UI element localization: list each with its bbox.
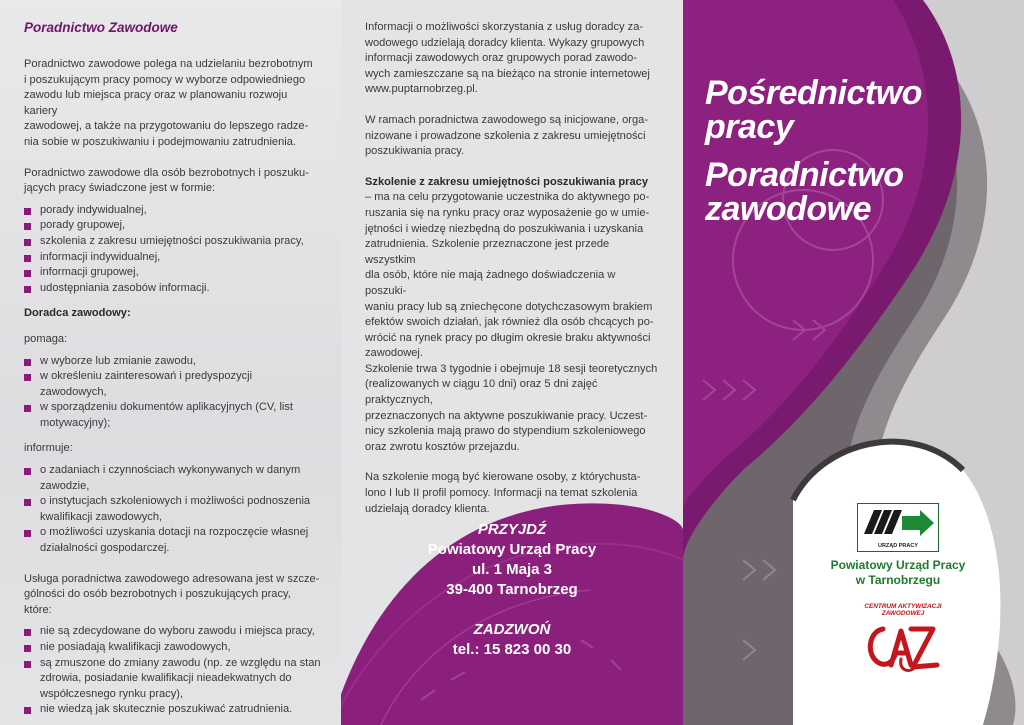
eligibility-line: udzielają doradcy klienta. xyxy=(365,502,490,515)
training-intro-paragraph xyxy=(365,113,659,160)
street-address: ul. 1 Maja 3 xyxy=(471,561,553,578)
helps-list xyxy=(24,354,321,432)
middle-panel xyxy=(341,0,683,725)
contact-block xyxy=(341,520,683,660)
training-desc-line: jętności i wiedzę niezbędną do poszukiwania i uzyskania xyxy=(365,222,644,235)
forms-intro-paragraph xyxy=(24,166,321,197)
intro-line: Poradnictwo zawodowe polega na udzielaniu bezrobotnym xyxy=(24,58,313,70)
left-panel xyxy=(0,0,341,725)
forms-intro-line: jących pracy świadczone jest w formie: xyxy=(24,182,216,195)
form-item: informacji grupowej, xyxy=(24,265,321,281)
help-item: w sporządzeniu dokumentów aplikacyjnych (CV, list motywacyjny); xyxy=(24,400,321,431)
forms-list xyxy=(24,203,321,297)
caz-logo-icon xyxy=(861,615,941,677)
intro-line: zawodowej, a także na przygotowaniu do lepszego radze- xyxy=(24,120,309,133)
title-line-2a: Poradnictwo xyxy=(705,156,904,194)
informs-label: informuje: xyxy=(24,442,73,455)
caz-label: CENTRUM AKTYWIZACJI ZAWODOWEJ xyxy=(864,603,942,617)
office-name: Powiatowy Urząd Pracy xyxy=(427,541,597,558)
addressed-item: nie posiadają kwalifikacji zawodowych, xyxy=(24,640,321,656)
training-heading: Szkolenie z zakresu umiejętności poszukiwania pracy xyxy=(365,175,648,188)
office-logo xyxy=(857,503,939,552)
training-desc-line: efektów swoich działań, jak również dla osób chcących po- xyxy=(365,316,654,329)
intro-line: zawodu lub miejsca pracy oraz w planowaniu rozwoju kariery xyxy=(24,89,288,117)
cover-title xyxy=(705,76,922,226)
office-line-2: w Tarnobrzegu xyxy=(855,573,941,587)
addressed-list xyxy=(24,624,321,718)
form-item: szkolenia z zakresu umiejętności poszukiwania pracy, xyxy=(24,234,321,250)
eligibility-paragraph xyxy=(365,470,659,517)
intro-paragraph xyxy=(24,57,321,151)
training-desc-line: ruszania się na rynku pracy oraz wyposażenie go w umie- xyxy=(365,206,650,219)
informs-list xyxy=(24,463,321,557)
training-intro-line: poszukiwania pracy. xyxy=(365,145,465,158)
info-line: informacji zawodowych oraz grupowych porad zawodo- xyxy=(365,52,637,65)
info-line: wodowego udzielają doradcy klienta. Wykazy grupowych xyxy=(365,36,645,49)
forms-intro-line: Poradnictwo zawodowe dla osób bezrobotnych i poszuku- xyxy=(24,166,309,179)
title-line-2b: zawodowe xyxy=(705,190,872,228)
training-intro-line: W ramach poradnictwa zawodowego są inicjowane, orga- xyxy=(365,113,649,126)
addressed-item: nie są zdecydowane do wyboru zawodu i miejsca pracy, xyxy=(24,624,321,640)
eligibility-line: lono I lub II profil pomocy. Informacji na temat szkolenia xyxy=(365,487,638,500)
training-description xyxy=(365,190,659,455)
training-desc-line: zawodowej. xyxy=(365,347,423,360)
form-item: informacji indywidualnej, xyxy=(24,250,321,266)
form-item: udostępniania zasobów informacji. xyxy=(24,281,321,297)
form-item: porady indywidualnej, xyxy=(24,203,321,219)
office-logo-icon xyxy=(858,504,938,540)
training-desc-line: Szkolenie trwa 3 tygodnie i obejmuje 18 sesji teoretycznych xyxy=(365,362,658,375)
help-item: w wyborze lub zmianie zawodu, xyxy=(24,354,321,370)
training-desc-line: (realizowanych w ciągu 10 dni) oraz 5 dni zajęć praktycznych, xyxy=(365,378,598,407)
addressed-intro-line: Usługa poradnictwa zawodowego adresowana jest w szcze- xyxy=(24,572,320,585)
training-desc-line: dla osób, które nie mają żadnego doświadczenia w poszuki- xyxy=(365,269,616,297)
training-desc-line: waniu pracy lub są zniechęcone dotychczasowym brakiem xyxy=(365,300,653,313)
help-item: w określeniu zainteresowań i predyspozycji zawodowych, xyxy=(24,369,321,400)
come-label: PRZYJDŹ xyxy=(477,521,547,538)
addressed-intro-line: gólności do osób bezrobotnych i poszukujących pracy, które: xyxy=(24,588,291,616)
city-address: 39-400 Tarnobrzeg xyxy=(446,581,578,598)
section-heading: Poradnictwo Zawodowe xyxy=(24,20,178,35)
addressed-item: nie wiedzą jak skutecznie poszukiwać zatrudnienia. xyxy=(24,702,321,718)
info-line: www.puptarnobrzeg.pl. xyxy=(365,83,478,96)
logo-caption: URZĄD PRACY xyxy=(877,543,919,549)
intro-line: i poszukującym pracy pomocy w wyborze odpowiedniego xyxy=(24,73,306,86)
training-desc-line: oraz zwrotu kosztów przejazdu. xyxy=(365,440,520,453)
training-intro-line: nizowane i prowadzone szkolenia z zakresu umiejętności xyxy=(365,129,646,142)
eligibility-line: Na szkolenie mogą być kierowane osoby, z którychusta- xyxy=(365,471,641,484)
info-paragraph xyxy=(365,20,659,98)
intro-line: nia sobie w poszukiwaniu i podejmowaniu zatrudnienia. xyxy=(24,135,296,148)
addressed-paragraph xyxy=(24,572,321,619)
advisor-heading: Doradca zawodowy: xyxy=(24,307,131,320)
addressed-item: są zmuszone do zmiany zawodu (np. ze względu na stan zdrowia, posiadanie kwalifikacji nieadekwatnych do współczesnego rynku pracy), xyxy=(24,656,321,703)
office-name-cover xyxy=(813,558,983,588)
training-desc-line: wrócić na rynek pracy po długim okresie braku aktywności xyxy=(365,331,651,344)
helps-label: pomaga: xyxy=(24,332,68,345)
title-line-1a: Pośrednictwo xyxy=(705,74,922,112)
info-line: wych zamieszczane są na bieżąco na stronie internetowej xyxy=(365,67,650,80)
training-desc-line: nicy szkolenia mają prawo do stypendium szkoleniowego xyxy=(365,425,646,438)
call-label: ZADZWOŃ xyxy=(473,621,551,638)
inform-item: o zadaniach i czynnościach wykonywanych w danym zawodzie, xyxy=(24,463,321,494)
phone-number: tel.: 15 823 00 30 xyxy=(452,641,572,658)
cover-panel xyxy=(683,0,1024,725)
form-item: porady grupowej, xyxy=(24,218,321,234)
training-desc-line: – ma na celu przygotowanie uczestnika do aktywnego po- xyxy=(365,191,650,204)
inform-item: o instytucjach szkoleniowych i możliwości podnoszenia kwalifikacji zawodowych, xyxy=(24,494,321,525)
title-line-1b: pracy xyxy=(705,108,794,146)
inform-item: o możliwości uzyskania dotacji na rozpoczęcie własnej działalności gospodarczej. xyxy=(24,525,321,556)
training-desc-line: przeznaczonych na aktywne poszukiwanie pracy. Uczest- xyxy=(365,409,648,422)
training-desc-line: zatrudnienia. Szkolenie przeznaczone jest przede wszystkim xyxy=(365,238,610,266)
info-line: Informacji o możliwości skorzystania z usług doradcy za- xyxy=(365,21,644,33)
office-line-1: Powiatowy Urząd Pracy xyxy=(830,558,966,572)
